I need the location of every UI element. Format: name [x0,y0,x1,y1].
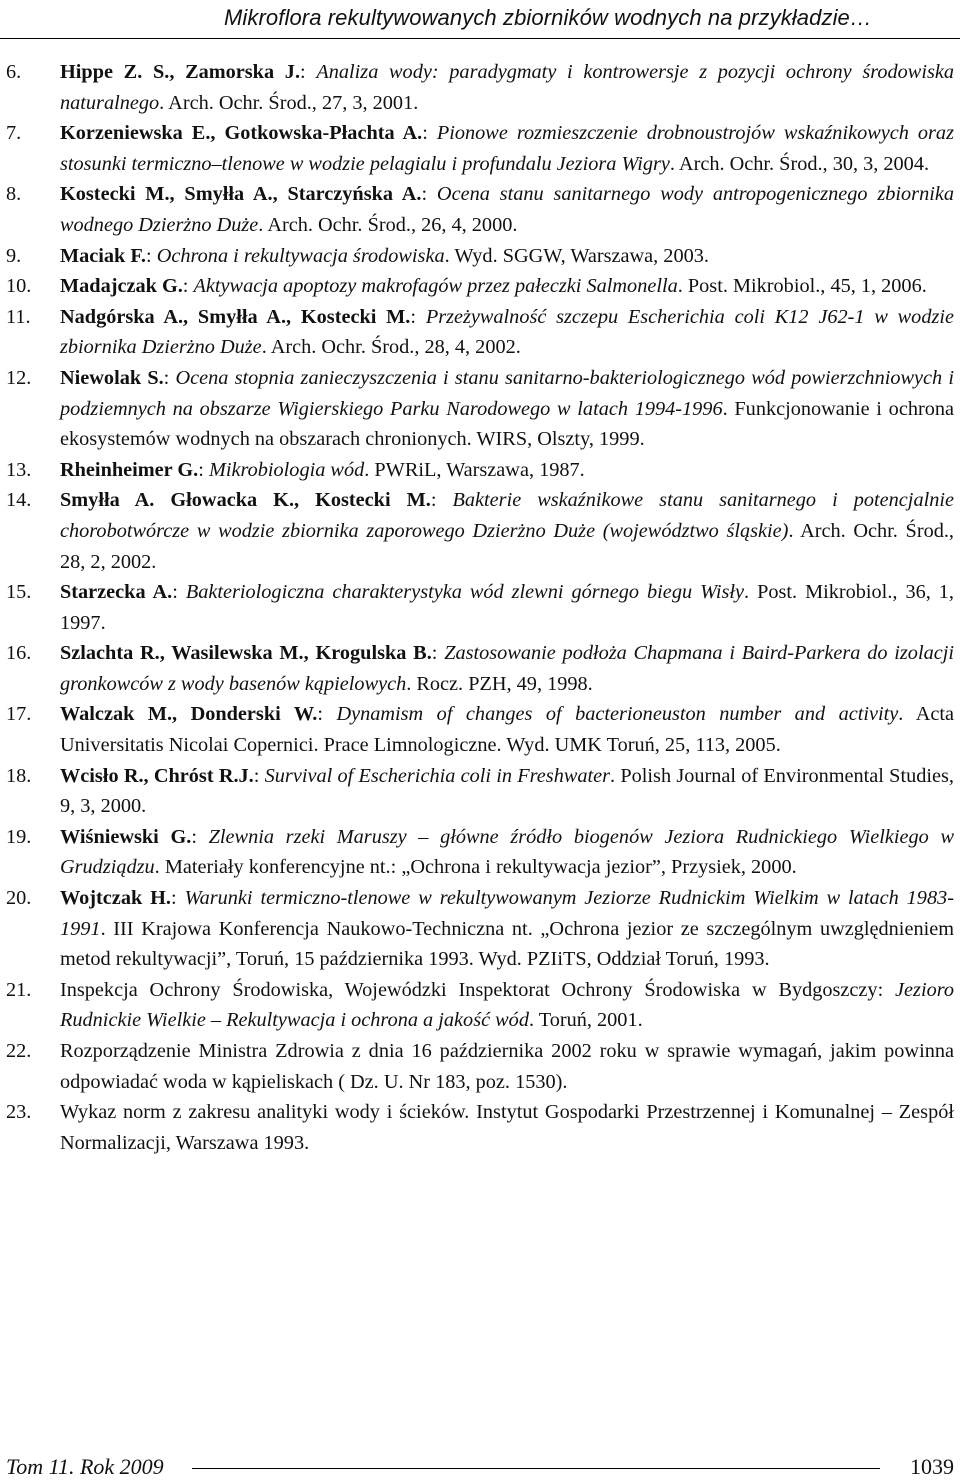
reference-title: Warunki termiczno-tlenowe w rekultywowanym Jeziorze Rudnickim Wielkim w latach 1983-1991 [60,887,954,940]
reference-number: 20. [6,887,32,910]
reference-number: 19. [6,825,32,848]
reference-separator: : [422,122,437,145]
reference-title: Analiza wody: paradygmaty i kontrowersje z pozycji ochrony środowiska naturalnego [60,61,954,114]
reference-number: 15. [6,581,32,604]
reference-details: . Acta Universitatis Nicolai Copernici. Prace Limnologiczne. Wyd. UMK Toruń, 25, 113, 2005. [60,703,954,757]
reference-separator: : [163,366,176,389]
reference-number: 22. [6,1040,32,1062]
reference-authors: Wcisło R., Chróst R.J. [60,764,254,787]
reference-title: Ochrona i rekultywacja środowiska [156,244,445,267]
reference-separator: Rozporządzenie Ministra Zdrowia z dnia 16 października 2002 roku w sprawie wymagań, jakim powinna odpowiadać woda w kąpieliskach ( Dz. U. Nr 183, poz. 1530). [60,1040,954,1093]
reference-item [6,118,954,179]
reference-number: 7. [6,122,22,145]
reference-item [6,822,954,883]
page-footer [0,1452,960,1478]
reference-separator: : [430,489,453,512]
reference-separator: : [191,825,209,848]
reference-authors: Korzeniewska E., Gotkowska-Płachta A. [60,122,423,145]
reference-title: Ocena stanu sanitarnego wody antropogenicznego zbiornika wodnego Dzierżno Duże [60,183,954,236]
reference-title: Przeżywalność szczepu Escherichia coli K12 J62-1 w wodzie zbiornika Dzierżno Duże [60,305,954,359]
reference-item [6,57,954,118]
reference-number: 12. [6,366,32,389]
reference-title: Aktywacja apoptozy makrofagów przez pałeczki Salmonella [193,275,678,298]
reference-title: Jezioro Rudnickie Wielkie – Rekultywacja i ochrona a jakość wód [60,978,954,1032]
reference-separator: : [171,887,185,910]
reference-title: Pionowe rozmieszczenie drobnoustrojów wskaźnikowych oraz stosunki termiczno–tlenowe w wodzie pelagialu i profundalu Jeziora Wigry [60,122,954,175]
reference-separator: Inspekcja Ochrony Środowiska, Wojewódzki Inspektorat Ochrony Środowiska w Bydgoszczy: [60,978,896,1001]
reference-item [6,302,954,363]
reference-number: 18. [6,764,32,787]
reference-item [6,241,954,272]
reference-authors: Starzecka A. [60,581,173,604]
reference-item [6,1097,954,1158]
reference-details: . PWRiL, Warszawa, 1987. [364,458,585,481]
reference-separator: : [253,764,265,787]
reference-authors: Hippe Z. S., Zamorska J. [60,61,301,83]
reference-item [6,179,954,240]
reference-item [6,485,954,577]
reference-details: . Materiały konferencyjne nt.: „Ochrona i rekultywacja jezior”, Przysiek, 2000. [154,856,797,879]
reference-authors: Rheinheimer G. [60,458,199,481]
reference-item [6,271,954,302]
reference-number: 17. [6,703,32,726]
reference-separator: : [146,244,157,267]
reference-item [6,883,954,975]
reference-details: . Post. Mikrobiol., 36, 1, 1997. [60,581,954,634]
reference-details: . Post. Mikrobiol., 45, 1, 2006. [677,275,927,298]
reference-details: . Wyd. SGGW, Warszawa, 2003. [444,244,709,267]
reference-item [6,577,954,638]
reference-item [6,455,954,486]
reference-number: 14. [6,489,32,512]
reference-title: Dynamism of changes of bacterioneuston number and activity [336,703,899,726]
reference-number: 8. [6,183,22,206]
page-header [0,2,960,39]
reference-separator: : [421,183,437,206]
reference-number: 13. [6,458,32,481]
reference-item [6,975,954,1036]
reference-details: . Arch. Ochr. Środ., 26, 4, 2000. [258,213,518,236]
reference-authors: Kostecki M., Smyłła A., Starczyńska A. [60,183,422,206]
reference-details: . III Krajowa Konferencja Naukowo-Techniczna nt. „Ochrona jezior ze szczególnym uwzględnieniem metod rekultywacji”, Toruń, 15 października 1993. Wyd. PZIiTS, Oddział Toruń, 1993. [60,917,954,971]
reference-separator: : [182,275,194,298]
reference-title: Survival of Escherichia coli in Freshwater [264,764,611,787]
reference-separator: : [198,458,209,481]
reference-number: 21. [6,978,32,1001]
reference-number: 10. [6,275,32,298]
reference-authors: Szlachta R., Wasilewska M., Krogulska B. [60,642,432,665]
page-number: 1039 [910,1454,954,1479]
reference-details: . Toruń, 2001. [528,1009,643,1032]
reference-separator: : [172,581,186,604]
reference-authors: Nadgórska A., Smyłła A., Kostecki M. [60,305,411,328]
running-title: Mikroflora rekultywowanych zbiorników wodnych na przykładzie… [223,5,872,30]
reference-details: . Arch. Ochr. Środ., 30, 3, 2004. [669,152,930,175]
reference-authors: Maciak F. [60,244,147,267]
reference-number: 9. [6,244,22,267]
reference-item [6,699,954,760]
reference-item [6,761,954,822]
reference-details: . Rocz. PZH, 49, 1998. [406,672,593,695]
reference-title: Ocena stopnia zanieczyszczenia i stanu sanitarno-bakteriologicznego wód powierzchniowych i podziemnych na obszarze Wigierskiego Parku Narodowego w latach 1994-1996 [60,366,954,420]
reference-item [6,363,954,455]
reference-item [6,638,954,699]
reference-title: Zlewnia rzeki Maruszy – główne źródło biogenów Jeziora Rudnickiego Wielkiego w Grudziądzu [60,825,954,879]
reference-separator: : [431,642,445,665]
reference-number: 11. [6,305,31,328]
reference-details: . Polish Journal of Environmental Studies, 9, 3, 2000. [60,764,954,818]
reference-authors: Smyłła A. Głowacka K., Kostecki M. [60,489,431,512]
reference-number: 16. [6,642,32,665]
reference-separator: Wykaz norm z zakresu analityki wody i ścieków. Instytut Gospodarki Przestrzennej i Komunalnej – Zespół Normalizacji, Warszawa 1993. [60,1101,954,1154]
reference-separator: : [410,305,426,328]
reference-authors: Madajczak G. [60,275,183,298]
reference-details: . Arch. Ochr. Środ., 28, 4, 2002. [261,336,521,359]
reference-details: . Arch. Ochr. Środ., 28, 2, 2002. [60,519,955,573]
volume-label: Tom 11. Rok 2009 [6,1454,164,1479]
reference-list [6,57,954,1158]
reference-authors: Niewolak S. [60,366,164,389]
reference-details: . Arch. Ochr. Środ., 27, 3, 2001. [159,91,419,114]
reference-title: Zastosowanie podłoża Chapmana i Baird-Parkera do izolacji gronkowców z wody basenów kąpielowych [60,642,954,695]
reference-separator: : [300,61,317,83]
footer-divider [192,1468,880,1469]
reference-number: 6. [6,61,22,83]
reference-title: Mikrobiologia wód [208,458,365,481]
reference-authors: Wojtczak H. [60,887,172,910]
reference-title: Bakteriologiczna charakterystyka wód zlewni górnego biegu Wisły [185,581,745,604]
reference-authors: Wiśniewski G. [60,825,192,848]
reference-number: 23. [6,1101,32,1124]
reference-title: Bakterie wskaźnikowe stanu sanitarnego i potencjalnie chorobotwórcze w wodzie zbiornika zaporowego Dzierżno Duże (województwo śląskie) [60,489,954,542]
reference-separator: : [317,703,337,726]
reference-authors: Walczak M., Donderski W. [60,703,318,726]
reference-details: . Funkcjonowanie i ochrona ekosystemów wodnych na obszarach chronionych. WIRS, Olszty, 1999. [60,397,954,451]
reference-item [6,1036,954,1097]
